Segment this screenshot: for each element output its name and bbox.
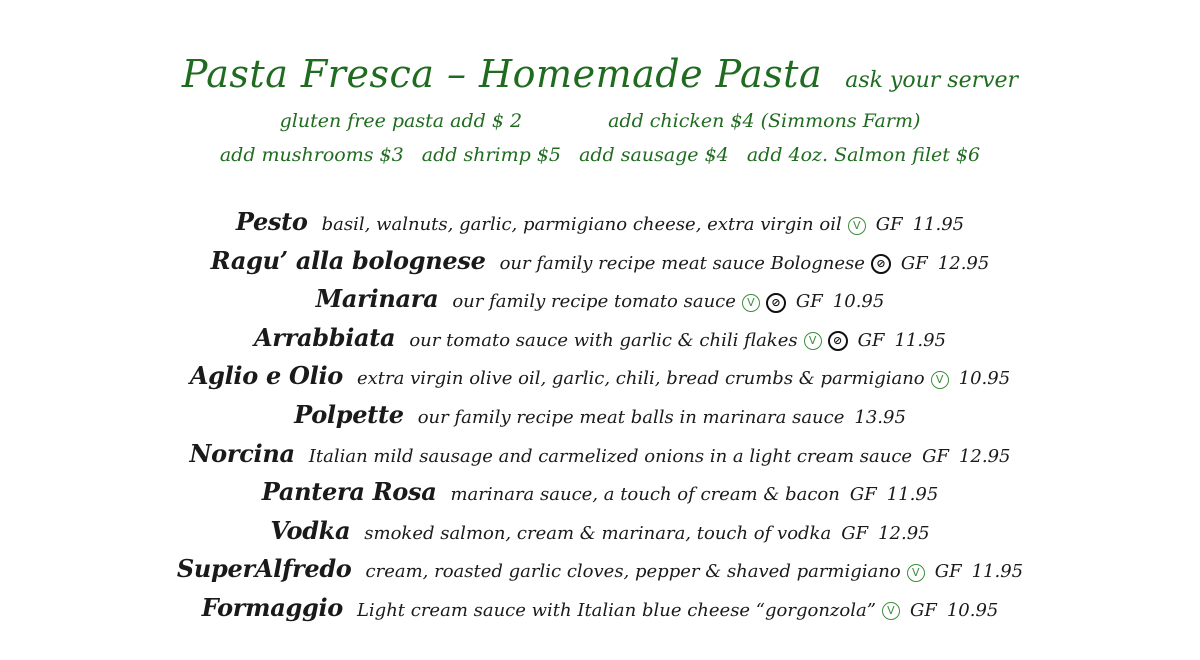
menu-item-description: Light cream sauce with Italian blue cheese “gorgonzola” — [356, 599, 876, 621]
menu-item-price: 10.95 — [832, 291, 885, 313]
gluten-free-label: GF — [857, 329, 885, 351]
menu-item — [0, 357, 1200, 396]
vegetarian-icon: V — [742, 294, 760, 312]
addon-sausage: add sausage $4 — [579, 144, 729, 166]
menu-item-price: 11.95 — [894, 329, 946, 351]
gluten-free-label: GF — [934, 561, 962, 583]
menu-item-description: our family recipe meat sauce Bolognese — [499, 252, 865, 274]
menu-item-description: basil, walnuts, garlic, parmigiano cheese, extra virgin oil — [321, 214, 842, 235]
menu-item-description: our tomato sauce with garlic & chili flakes — [409, 329, 798, 351]
menu-item — [0, 512, 1200, 551]
gluten-free-label: GF — [909, 599, 937, 621]
addon-gluten-free: gluten free pasta add $ 2 — [279, 110, 523, 132]
gluten-free-label: GF — [841, 522, 869, 544]
addon-mushrooms: add mushrooms $3 — [219, 144, 404, 166]
menu-item — [0, 319, 1200, 358]
menu-item-price: 13.95 — [854, 406, 906, 428]
vegetarian-icon: V — [804, 332, 822, 350]
addons-line-1 — [0, 110, 1200, 132]
menu-item-name: Ragu’ alla bolognese — [210, 245, 486, 275]
menu-item-name: Aglio e Olio — [189, 361, 343, 391]
menu-item-name: Marinara — [315, 284, 439, 314]
gluten-free-label: GF — [875, 214, 903, 235]
gluten-free-label: GF — [922, 445, 949, 467]
vegetarian-icon: V — [931, 371, 949, 389]
menu-item-description: marinara sauce, a touch of cream & bacon — [450, 484, 840, 506]
menu-item — [0, 242, 1200, 281]
gluten-free-label: GF — [900, 252, 928, 274]
addon-shrimp: add shrimp $5 — [421, 144, 562, 166]
menu-item-name: Arrabbiata — [253, 322, 396, 352]
menu-item — [0, 396, 1200, 435]
no-pork-icon: ⊘ — [828, 331, 848, 351]
menu-item-price: 11.95 — [886, 484, 939, 506]
menu-item-price: 11.95 — [971, 561, 1024, 583]
vegetarian-icon: V — [907, 564, 925, 582]
menu-item — [0, 473, 1200, 512]
menu-item — [0, 280, 1200, 319]
addon-chicken: add chicken $4 (Simmons Farm) — [608, 110, 921, 132]
addon-salmon: add 4oz. Salmon filet $6 — [746, 144, 981, 166]
menu-item — [0, 550, 1200, 589]
menu-item-name: Polpette — [294, 399, 404, 429]
menu-item-description: extra virgin olive oil, garlic, chili, bread crumbs & parmigiano — [357, 368, 925, 390]
menu-item-description: cream, roasted garlic cloves, pepper & shaved parmigiano — [365, 561, 901, 583]
menu-item-name: SuperAlfredo — [176, 554, 352, 584]
menu-item — [0, 203, 1200, 242]
menu-item-name: Pantera Rosa — [261, 477, 437, 507]
menu-item-price: 11.95 — [912, 214, 965, 235]
vegetarian-icon: V — [848, 217, 866, 235]
menu-item-description: Italian mild sausage and carmelized onions in a light cream sauce — [308, 445, 913, 467]
ask-server-note: ask your server — [845, 68, 1019, 93]
menu-item-description: smoked salmon, cream & marinara, touch of vodka — [364, 522, 832, 544]
menu-item-name: Formaggio — [201, 592, 343, 622]
menu-item-price: 10.95 — [958, 368, 1011, 390]
gluten-free-label: GF — [849, 484, 877, 506]
gluten-free-label: GF — [795, 291, 823, 313]
menu-item — [0, 589, 1200, 628]
menu-item — [0, 435, 1200, 474]
page-title: Pasta Fresca – Homemade Pasta — [181, 52, 823, 96]
no-pork-icon: ⊘ — [766, 293, 786, 313]
menu-item-price: 12.95 — [958, 445, 1011, 467]
menu-item-price: 12.95 — [937, 252, 990, 274]
menu-item-price: 12.95 — [878, 522, 930, 544]
menu-item-price: 10.95 — [946, 599, 999, 621]
menu-item-description: our family recipe tomato sauce — [452, 291, 736, 313]
menu-item-name: Pesto — [235, 207, 308, 236]
menu-item-name: Norcina — [189, 438, 295, 468]
menu-item-name: Vodka — [270, 515, 351, 545]
addons-line-2 — [0, 144, 1200, 166]
menu-item-description: our family recipe meat balls in marinara sauce — [417, 406, 845, 428]
no-pork-icon: ⊘ — [871, 254, 891, 274]
menu-header — [0, 52, 1200, 96]
vegetarian-icon: V — [882, 602, 900, 620]
pasta-menu-list — [0, 203, 1200, 628]
